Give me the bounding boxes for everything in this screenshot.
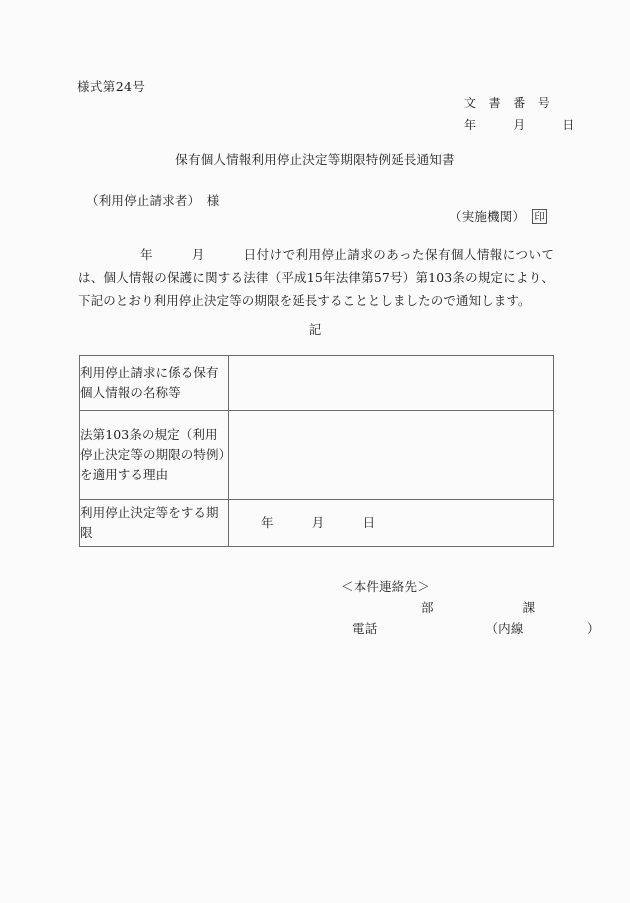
row-label-deadline: 利用停止決定等をする期限: [80, 500, 229, 547]
contact-department-line: 部 課: [421, 600, 536, 615]
details-table: [79, 355, 554, 547]
issuer-label: （実施機関）: [449, 209, 526, 224]
row-value-deadline: 年 月 日: [261, 515, 376, 530]
document-date-label: 年 月 日: [464, 118, 575, 132]
row-label-reason: 法第103条の規定（利用停止決定等の期限の特例）を適用する理由: [80, 411, 229, 500]
table-row: [80, 500, 554, 547]
form-number: 様式第24号: [77, 79, 146, 94]
row-label-information-name: 利用停止請求に係る保有個人情報の名称等: [80, 356, 229, 411]
document-number-label: 文 書 番 号: [464, 96, 551, 110]
row-value-reason[interactable]: [229, 411, 554, 500]
body-paragraph: 年 月 日付けで利用停止請求のあった保有個人情報については、個人情報の保護に関する法律（平成15年法律第57号）第103条の規定により、下記のとおり利用停止決定等の期限を延長することとしましたので通知します。: [78, 247, 554, 308]
issuer-row: [449, 207, 547, 225]
contact-phone-line: 電話 （内線 ）: [352, 621, 600, 636]
ki-mark: 記: [308, 322, 322, 337]
table-row: [80, 411, 554, 500]
addressee-line: （利用停止請求者） 様: [86, 193, 220, 208]
row-value-deadline-cell[interactable]: [229, 500, 554, 547]
page-title: 保有個人情報利用停止決定等期限特例延長通知書: [175, 152, 455, 167]
row-value-information-name[interactable]: [229, 356, 554, 411]
contact-heading: ＜本件連絡先＞: [341, 579, 430, 594]
seal-stamp-icon: 印: [532, 209, 547, 224]
table-row: [80, 356, 554, 411]
